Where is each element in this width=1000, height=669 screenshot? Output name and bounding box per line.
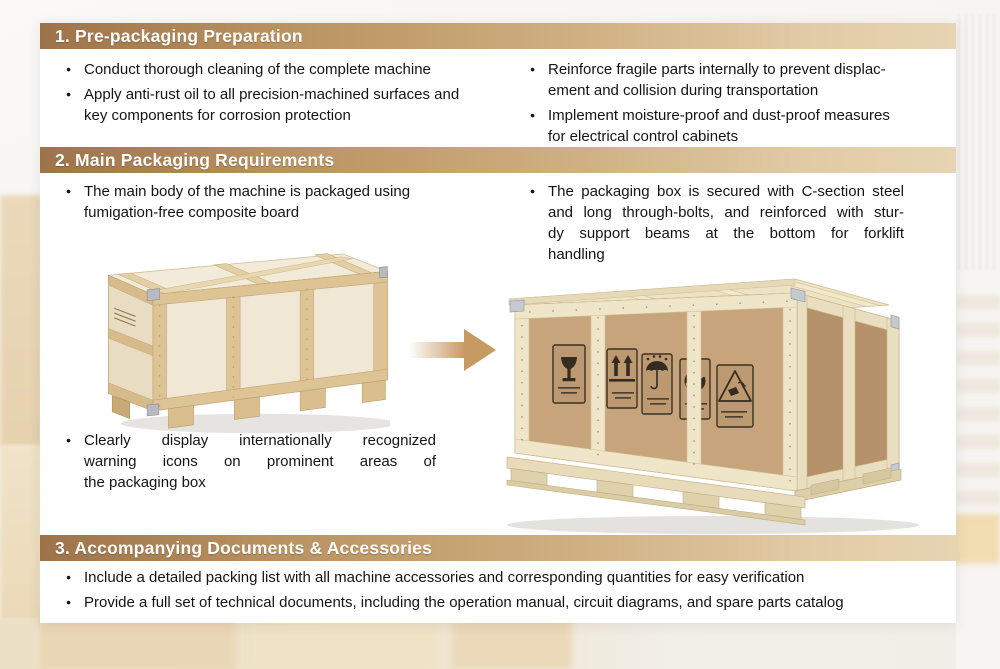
marked-crate-illustration xyxy=(495,275,955,535)
bg-shelf-bands xyxy=(956,295,1000,520)
right-arrow-icon xyxy=(406,327,498,373)
crate-front-face xyxy=(515,293,797,491)
bullet-item xyxy=(64,592,944,613)
bullet-item xyxy=(528,105,948,147)
section-2-left-list-bottom xyxy=(64,430,444,497)
section-2-left-list-top xyxy=(64,181,509,227)
bullet-item xyxy=(528,181,918,265)
bullet-text: ● Provide a full set of technical documents, including the operation manual, circuit diagrams, and spare parts catalog xyxy=(84,594,844,611)
bg-yellow-box xyxy=(949,514,1000,564)
section-1-header: 1. Pre-packaging Preparation xyxy=(40,23,956,49)
section-2-right-list xyxy=(528,181,918,269)
this-way-up-icon xyxy=(607,349,637,408)
section-3-header: 3. Accompanying Documents & Accessories xyxy=(40,535,956,561)
fragile-icon xyxy=(553,345,585,403)
crate-front-face xyxy=(153,271,387,411)
bullet-item xyxy=(64,181,509,223)
bullet-item xyxy=(528,59,948,101)
plain-crate-illustration xyxy=(98,252,390,438)
crate-side-face xyxy=(797,293,899,491)
section-1-right-list xyxy=(528,59,948,151)
tilt-warning-icon xyxy=(717,365,753,427)
bullet-item xyxy=(64,430,444,493)
bullet-text: ● Implement moisture-proof and dust-proof measures for electrical control cabinets xyxy=(548,107,890,145)
bullet-text: ● Conduct thorough cleaning of the complete machine xyxy=(84,61,431,78)
crate-side-face xyxy=(108,275,153,411)
bullet-text: ● The packaging box is secured with C-section steel and long through-bolts, and reinforced with stur- dy support beams at the bottom for forklift handling xyxy=(548,183,904,263)
keep-dry-icon xyxy=(642,354,672,414)
bg-box-bottom-2 xyxy=(250,622,435,669)
content-panel xyxy=(40,23,956,623)
bullet-item xyxy=(64,59,509,80)
section-2-header: 2. Main Packaging Requirements xyxy=(40,147,956,173)
bullet-text: ● Reinforce fragile parts internally to prevent displac- ement and collision during transportation xyxy=(548,61,886,99)
bg-boxes-left-upper xyxy=(0,195,42,447)
bg-shelf-lines xyxy=(958,15,998,270)
section-1-left-list xyxy=(64,59,509,130)
section-3-list xyxy=(64,567,944,617)
bullet-text: ● The main body of the machine is packaged using fumigation-free composite board xyxy=(84,183,411,221)
bullet-item xyxy=(64,567,944,588)
bullet-text: ● Apply anti-rust oil to all precision-machined surfaces and key components for corrosion protection xyxy=(84,86,460,124)
bullet-text: ● Include a detailed packing list with all machine accessories and corresponding quantities for easy verification xyxy=(84,569,805,586)
bullet-text: ● Clearly display internationally recognized warning icons on prominent areas of the packaging box xyxy=(84,432,436,491)
crate-shadow xyxy=(507,516,919,534)
bg-box-bottom-3 xyxy=(452,615,572,669)
bullet-item xyxy=(64,84,509,126)
